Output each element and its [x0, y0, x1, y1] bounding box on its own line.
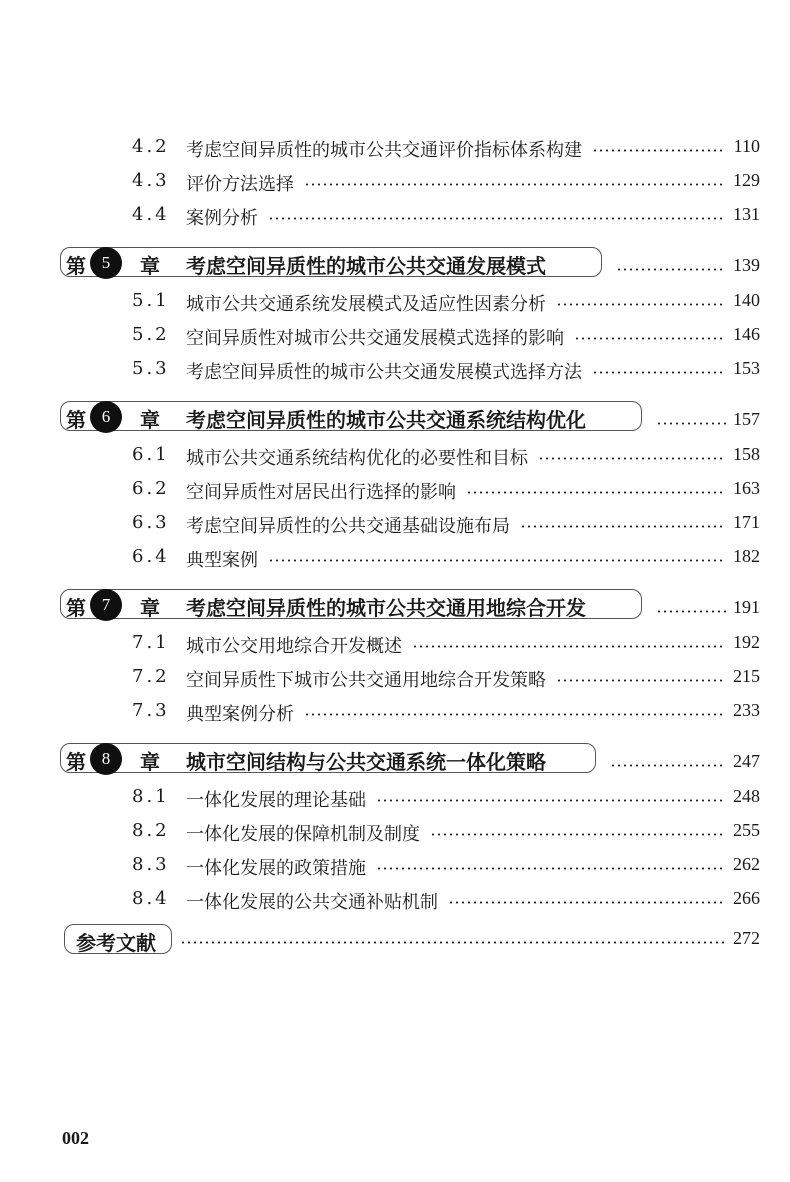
page-reference: 129 — [733, 170, 760, 190]
page-reference: 110 — [733, 136, 760, 156]
page-reference: 171 — [733, 512, 760, 532]
section-number: 8.1 — [132, 786, 170, 807]
toc-section-row[interactable] — [0, 286, 790, 316]
page-reference: 191 — [733, 597, 760, 617]
section-title: 空间异质性对居民出行选择的影响 — [186, 478, 462, 504]
leader-dots — [592, 371, 726, 374]
section-title: 案例分析 — [186, 204, 264, 230]
section-number: 7.2 — [132, 666, 170, 687]
chapter-prefix: 第 — [66, 408, 86, 432]
page-reference: 153 — [733, 358, 760, 378]
chapter-suffix: 章 — [140, 254, 160, 278]
toc-section-row[interactable] — [0, 132, 790, 162]
page-reference: 248 — [733, 786, 760, 806]
section-number: 4.2 — [132, 136, 170, 157]
chapter-number-badge: 8 — [90, 743, 122, 775]
leader-dots — [268, 217, 726, 220]
leader-dots — [538, 457, 726, 460]
toc-section-row[interactable] — [0, 850, 790, 880]
toc-section-row[interactable] — [0, 542, 790, 572]
page-reference: 233 — [733, 700, 760, 720]
chapter-number-badge: 5 — [90, 247, 122, 279]
leader-dots — [412, 645, 726, 648]
section-title: 一体化发展的保障机制及制度 — [186, 820, 426, 846]
leader-dots — [574, 337, 726, 340]
section-number: 4.3 — [132, 170, 170, 191]
section-number: 7.3 — [132, 700, 170, 721]
chapter-suffix: 章 — [140, 408, 160, 432]
section-number: 6.3 — [132, 512, 170, 533]
section-title: 典型案例分析 — [186, 700, 300, 726]
page-reference: 139 — [733, 255, 760, 275]
section-number: 6.4 — [132, 546, 170, 567]
section-number: 6.1 — [132, 444, 170, 465]
page-reference: 157 — [733, 409, 760, 429]
leader-dots — [304, 713, 726, 716]
toc-section-row[interactable] — [0, 166, 790, 196]
page-reference: 140 — [733, 290, 760, 310]
chapter-title: 城市空间结构与公共交通系统一体化策略 — [186, 750, 546, 774]
toc-chapter-row[interactable] — [0, 743, 790, 773]
chapter-number-badge: 7 — [90, 589, 122, 621]
references-title: 参考文献 — [76, 931, 156, 955]
chapter-number-badge: 6 — [90, 401, 122, 433]
leader-dots — [376, 799, 726, 802]
section-number: 8.2 — [132, 820, 170, 841]
section-title: 一体化发展的理论基础 — [186, 786, 372, 812]
section-number: 4.4 — [132, 204, 170, 225]
leader-dots — [556, 679, 726, 682]
leader-dots — [430, 833, 726, 836]
chapter-suffix: 章 — [140, 750, 160, 774]
toc-section-row[interactable] — [0, 628, 790, 658]
section-title: 一体化发展的公共交通补贴机制 — [186, 888, 444, 914]
section-number: 5.3 — [132, 358, 170, 379]
section-title: 城市公共交通系统发展模式及适应性因素分析 — [186, 290, 552, 316]
leader-dots — [304, 183, 726, 186]
chapter-title: 考虑空间异质性的城市公共交通发展模式 — [186, 254, 546, 278]
page-reference: 192 — [733, 632, 760, 652]
page-reference: 262 — [733, 854, 760, 874]
leader-dots — [556, 303, 726, 306]
toc-chapter-row[interactable] — [0, 589, 790, 619]
toc-section-row[interactable] — [0, 440, 790, 470]
section-title: 考虑空间异质性的城市公共交通评价指标体系构建 — [186, 136, 588, 162]
leader-dots — [180, 941, 726, 944]
page-reference: 266 — [733, 888, 760, 908]
toc-section-row[interactable] — [0, 884, 790, 914]
leader-dots — [592, 149, 726, 152]
chapter-prefix: 第 — [66, 254, 86, 278]
leader-dots — [448, 901, 726, 904]
page-number: 002 — [62, 1128, 89, 1148]
toc-references-row[interactable] — [0, 924, 790, 954]
section-number: 8.3 — [132, 854, 170, 875]
toc-chapter-row[interactable] — [0, 401, 790, 431]
section-number: 7.1 — [132, 632, 170, 653]
toc-section-row[interactable] — [0, 354, 790, 384]
section-title: 考虑空间异质性的城市公共交通发展模式选择方法 — [186, 358, 588, 384]
section-number: 5.1 — [132, 290, 170, 311]
chapter-title: 考虑空间异质性的城市公共交通用地综合开发 — [186, 596, 586, 620]
toc-section-row[interactable] — [0, 782, 790, 812]
leader-dots — [268, 559, 726, 562]
section-title: 一体化发展的政策措施 — [186, 854, 372, 880]
section-title: 城市公共交通系统结构优化的必要性和目标 — [186, 444, 534, 470]
toc-section-row[interactable] — [0, 320, 790, 350]
section-title: 典型案例 — [186, 546, 264, 572]
page-reference: 272 — [733, 928, 760, 948]
section-title: 空间异质性下城市公共交通用地综合开发策略 — [186, 666, 552, 692]
toc-section-row[interactable] — [0, 696, 790, 726]
leader-dots — [656, 610, 726, 613]
page-reference: 163 — [733, 478, 760, 498]
page-reference: 247 — [733, 751, 760, 771]
chapter-suffix: 章 — [140, 596, 160, 620]
leader-dots — [610, 764, 726, 767]
page-reference: 131 — [733, 204, 760, 224]
page-reference: 215 — [733, 666, 760, 686]
chapter-title: 考虑空间异质性的城市公共交通系统结构优化 — [186, 408, 586, 432]
section-title: 评价方法选择 — [186, 170, 300, 196]
page-reference: 146 — [733, 324, 760, 344]
chapter-prefix: 第 — [66, 750, 86, 774]
section-number: 6.2 — [132, 478, 170, 499]
toc-section-row[interactable] — [0, 816, 790, 846]
section-title: 城市公交用地综合开发概述 — [186, 632, 408, 658]
page-reference: 158 — [733, 444, 760, 464]
toc-section-row[interactable] — [0, 662, 790, 692]
toc-chapter-row[interactable] — [0, 247, 790, 277]
section-number: 5.2 — [132, 324, 170, 345]
section-title: 考虑空间异质性的公共交通基础设施布局 — [186, 512, 516, 538]
chapter-prefix: 第 — [66, 596, 86, 620]
section-number: 8.4 — [132, 888, 170, 909]
leader-dots — [466, 491, 726, 494]
page-reference: 182 — [733, 546, 760, 566]
leader-dots — [616, 268, 726, 271]
toc-section-row[interactable] — [0, 200, 790, 230]
section-title: 空间异质性对城市公共交通发展模式选择的影响 — [186, 324, 570, 350]
toc-section-row[interactable] — [0, 508, 790, 538]
leader-dots — [656, 422, 726, 425]
leader-dots — [520, 525, 726, 528]
page-reference: 255 — [733, 820, 760, 840]
toc-section-row[interactable] — [0, 474, 790, 504]
leader-dots — [376, 867, 726, 870]
